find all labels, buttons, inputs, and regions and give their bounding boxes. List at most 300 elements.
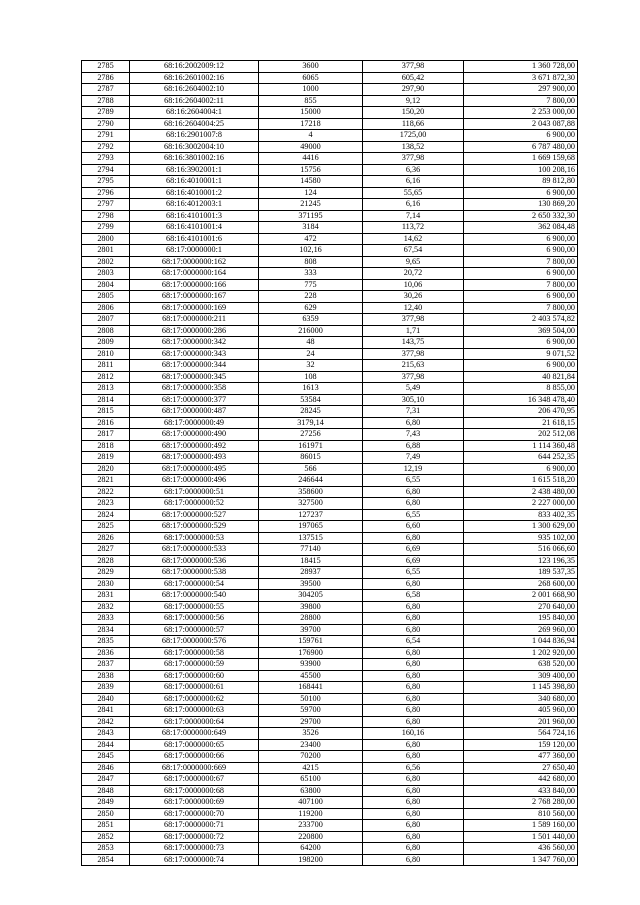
unit-value-cell: 6,16: [363, 199, 464, 211]
row-number-cell: 2847: [82, 774, 130, 786]
table-row: [82, 429, 578, 441]
unit-value-cell: 6,80: [363, 774, 464, 786]
cadastral-value-cell: 1 145 398,80: [464, 682, 578, 694]
unit-value-cell: 6,80: [363, 705, 464, 717]
unit-value-cell: 6,80: [363, 797, 464, 809]
area-cell: 176900: [259, 647, 363, 659]
cadastral-value-cell: 202 512,08: [464, 429, 578, 441]
row-number-cell: 2843: [82, 728, 130, 740]
area-cell: 17218: [259, 118, 363, 130]
cadastral-value-cell: 340 680,00: [464, 693, 578, 705]
unit-value-cell: 6,80: [363, 693, 464, 705]
table-row: [82, 452, 578, 464]
row-number-cell: 2786: [82, 72, 130, 84]
area-cell: 102,16: [259, 245, 363, 257]
unit-value-cell: 67,54: [363, 245, 464, 257]
table-row: [82, 774, 578, 786]
unit-value-cell: 6,80: [363, 486, 464, 498]
cadastral-number-cell: 68:17:0000000:527: [130, 509, 259, 521]
row-number-cell: 2829: [82, 567, 130, 579]
unit-value-cell: 305,10: [363, 394, 464, 406]
cadastral-value-cell: 6 787 480,00: [464, 141, 578, 153]
cadastral-number-cell: 68:16:2604002:10: [130, 84, 259, 96]
area-cell: 3184: [259, 222, 363, 234]
table-row: [82, 279, 578, 291]
cadastral-number-cell: 68:16:2901007:8: [130, 130, 259, 142]
unit-value-cell: 7,31: [363, 406, 464, 418]
cadastral-number-cell: 68:17:0000000:57: [130, 624, 259, 636]
area-cell: 28800: [259, 613, 363, 625]
row-number-cell: 2821: [82, 475, 130, 487]
area-cell: 566: [259, 463, 363, 475]
row-number-cell: 2815: [82, 406, 130, 418]
unit-value-cell: 6,80: [363, 532, 464, 544]
table-row: [82, 302, 578, 314]
cadastral-value-cell: 6 900,00: [464, 291, 578, 303]
area-cell: 29700: [259, 716, 363, 728]
cadastral-value-cell: 6 900,00: [464, 187, 578, 199]
unit-value-cell: 6,80: [363, 751, 464, 763]
row-number-cell: 2851: [82, 820, 130, 832]
unit-value-cell: 6,80: [363, 659, 464, 671]
cadastral-value-cell: 2 650 332,30: [464, 210, 578, 222]
unit-value-cell: 30,26: [363, 291, 464, 303]
row-number-cell: 2790: [82, 118, 130, 130]
cadastral-number-cell: 68:17:0000000:495: [130, 463, 259, 475]
table-row: [82, 233, 578, 245]
area-cell: 327500: [259, 498, 363, 510]
unit-value-cell: 6,80: [363, 624, 464, 636]
area-cell: 808: [259, 256, 363, 268]
area-cell: 371195: [259, 210, 363, 222]
cadastral-value-cell: 6 900,00: [464, 360, 578, 372]
unit-value-cell: 6,80: [363, 739, 464, 751]
cadastral-value-cell: 27 650,40: [464, 762, 578, 774]
cadastral-value-cell: 123 196,35: [464, 555, 578, 567]
unit-value-cell: 138,52: [363, 141, 464, 153]
area-cell: 14580: [259, 176, 363, 188]
cadastral-number-cell: 68:17:0000000:64: [130, 716, 259, 728]
cadastral-value-cell: 436 560,00: [464, 843, 578, 855]
cadastral-value-cell: 206 470,95: [464, 406, 578, 418]
row-number-cell: 2798: [82, 210, 130, 222]
cadastral-value-cell: 6 900,00: [464, 233, 578, 245]
cadastral-value-cell: 2 253 000,00: [464, 107, 578, 119]
cadastral-value-cell: 7 800,00: [464, 95, 578, 107]
cadastral-value-cell: 268 600,00: [464, 578, 578, 590]
table-row: [82, 383, 578, 395]
cadastral-value-cell: 270 640,00: [464, 601, 578, 613]
area-cell: 197065: [259, 521, 363, 533]
unit-value-cell: 377,98: [363, 314, 464, 326]
cadastral-number-cell: 68:17:0000000:49: [130, 417, 259, 429]
cadastral-number-cell: 68:16:3002004:10: [130, 141, 259, 153]
area-cell: 39800: [259, 601, 363, 613]
row-number-cell: 2818: [82, 440, 130, 452]
table-row: [82, 532, 578, 544]
row-number-cell: 2838: [82, 670, 130, 682]
unit-value-cell: 7,49: [363, 452, 464, 464]
table-row: [82, 130, 578, 142]
cadastral-value-cell: 6 900,00: [464, 463, 578, 475]
cadastral-value-cell: 405 960,00: [464, 705, 578, 717]
table-row: [82, 394, 578, 406]
unit-value-cell: 6,88: [363, 440, 464, 452]
row-number-cell: 2792: [82, 141, 130, 153]
unit-value-cell: 6,80: [363, 498, 464, 510]
table-row: [82, 245, 578, 257]
table-row: [82, 84, 578, 96]
area-cell: 304205: [259, 590, 363, 602]
cadastral-value-cell: 21 618,15: [464, 417, 578, 429]
area-cell: 45500: [259, 670, 363, 682]
row-number-cell: 2854: [82, 854, 130, 866]
table-row: [82, 475, 578, 487]
cadastral-number-cell: 68:17:0000000:71: [130, 820, 259, 832]
row-number-cell: 2793: [82, 153, 130, 165]
cadastral-value-cell: 8 855,00: [464, 383, 578, 395]
area-cell: 86015: [259, 452, 363, 464]
cadastral-value-cell: 1 589 160,00: [464, 820, 578, 832]
area-cell: 124: [259, 187, 363, 199]
cadastral-value-cell: 6 900,00: [464, 130, 578, 142]
row-number-cell: 2805: [82, 291, 130, 303]
row-number-cell: 2848: [82, 785, 130, 797]
cadastral-number-cell: 68:17:0000000:538: [130, 567, 259, 579]
cadastral-value-cell: 1 202 920,00: [464, 647, 578, 659]
area-cell: 119200: [259, 808, 363, 820]
table-row: [82, 521, 578, 533]
cadastral-value-cell: 16 348 478,40: [464, 394, 578, 406]
cadastral-value-cell: 6 900,00: [464, 337, 578, 349]
unit-value-cell: 6,80: [363, 854, 464, 866]
unit-value-cell: 6,80: [363, 647, 464, 659]
area-cell: 32: [259, 360, 363, 372]
row-number-cell: 2830: [82, 578, 130, 590]
table-row: [82, 486, 578, 498]
cadastral-value-cell: 2 438 480,00: [464, 486, 578, 498]
unit-value-cell: 215,63: [363, 360, 464, 372]
row-number-cell: 2840: [82, 693, 130, 705]
table-row: [82, 440, 578, 452]
cadastral-number-cell: 68:17:0000000:345: [130, 371, 259, 383]
cadastral-number-cell: 68:17:0000000:166: [130, 279, 259, 291]
cadastral-number-cell: 68:17:0000000:343: [130, 348, 259, 360]
row-number-cell: 2806: [82, 302, 130, 314]
unit-value-cell: 6,80: [363, 613, 464, 625]
area-cell: 49000: [259, 141, 363, 153]
area-cell: 407100: [259, 797, 363, 809]
row-number-cell: 2819: [82, 452, 130, 464]
row-number-cell: 2845: [82, 751, 130, 763]
cadastral-value-cell: 1 501 440,00: [464, 831, 578, 843]
cadastral-number-cell: 68:17:0000000:533: [130, 544, 259, 556]
cadastral-value-cell: 297 900,00: [464, 84, 578, 96]
unit-value-cell: 6,80: [363, 716, 464, 728]
cadastral-value-cell: 433 840,00: [464, 785, 578, 797]
cadastral-number-cell: 68:16:2604004:25: [130, 118, 259, 130]
row-number-cell: 2817: [82, 429, 130, 441]
row-number-cell: 2839: [82, 682, 130, 694]
table-row: [82, 751, 578, 763]
cadastral-value-cell: 2 043 087,88: [464, 118, 578, 130]
row-number-cell: 2789: [82, 107, 130, 119]
area-cell: 220800: [259, 831, 363, 843]
cadastral-number-cell: 68:17:0000000:529: [130, 521, 259, 533]
table-row: [82, 325, 578, 337]
table-row: [82, 659, 578, 671]
row-number-cell: 2837: [82, 659, 130, 671]
area-cell: 161971: [259, 440, 363, 452]
cadastral-number-cell: 68:16:2604002:11: [130, 95, 259, 107]
cadastral-number-cell: 68:17:0000000:56: [130, 613, 259, 625]
cadastral-number-cell: 68:17:0000000:342: [130, 337, 259, 349]
row-number-cell: 2800: [82, 233, 130, 245]
cadastral-number-cell: 68:17:0000000:536: [130, 555, 259, 567]
cadastral-value-cell: 1 360 728,00: [464, 61, 578, 73]
table-row: [82, 567, 578, 579]
cadastral-value-cell: 1 347 760,00: [464, 854, 578, 866]
row-number-cell: 2825: [82, 521, 130, 533]
area-cell: 3179,14: [259, 417, 363, 429]
table-row: [82, 728, 578, 740]
table-row: [82, 613, 578, 625]
cadastral-number-cell: 68:16:2002009:12: [130, 61, 259, 73]
cadastral-value-cell: 2 403 574,82: [464, 314, 578, 326]
cadastral-value-cell: 1 114 360,48: [464, 440, 578, 452]
row-number-cell: 2807: [82, 314, 130, 326]
area-cell: 39500: [259, 578, 363, 590]
cadastral-value-cell: 159 120,00: [464, 739, 578, 751]
row-number-cell: 2794: [82, 164, 130, 176]
row-number-cell: 2791: [82, 130, 130, 142]
cadastral-number-cell: 68:16:4010001:2: [130, 187, 259, 199]
cadastral-number-cell: 68:17:0000000:66: [130, 751, 259, 763]
area-cell: 15756: [259, 164, 363, 176]
table-row: [82, 601, 578, 613]
area-cell: 333: [259, 268, 363, 280]
cadastral-number-cell: 68:17:0000000:649: [130, 728, 259, 740]
table-row: [82, 670, 578, 682]
table-row: [82, 590, 578, 602]
cadastral-value-cell: 40 821,84: [464, 371, 578, 383]
table-row: [82, 624, 578, 636]
cadastral-number-cell: 68:16:3902001:1: [130, 164, 259, 176]
unit-value-cell: 5,49: [363, 383, 464, 395]
cadastral-value-cell: 309 400,00: [464, 670, 578, 682]
table-row: [82, 314, 578, 326]
area-cell: 228: [259, 291, 363, 303]
unit-value-cell: 20,72: [363, 268, 464, 280]
unit-value-cell: 6,55: [363, 509, 464, 521]
cadastral-number-cell: 68:17:0000000:62: [130, 693, 259, 705]
area-cell: 4215: [259, 762, 363, 774]
area-cell: 168441: [259, 682, 363, 694]
area-cell: 24: [259, 348, 363, 360]
row-number-cell: 2797: [82, 199, 130, 211]
cadastral-number-cell: 68:17:0000000:53: [130, 532, 259, 544]
row-number-cell: 2812: [82, 371, 130, 383]
cadastral-value-cell: 442 680,00: [464, 774, 578, 786]
area-cell: 137515: [259, 532, 363, 544]
area-cell: 127237: [259, 509, 363, 521]
row-number-cell: 2831: [82, 590, 130, 602]
cadastral-number-cell: 68:17:0000000:490: [130, 429, 259, 441]
table-row: [82, 141, 578, 153]
table-row: [82, 210, 578, 222]
row-number-cell: 2795: [82, 176, 130, 188]
cadastral-number-cell: 68:17:0000000:61: [130, 682, 259, 694]
cadastral-value-cell: 1 669 159,68: [464, 153, 578, 165]
area-cell: 63800: [259, 785, 363, 797]
unit-value-cell: 6,80: [363, 831, 464, 843]
cadastral-number-cell: 68:17:0000000:58: [130, 647, 259, 659]
cadastral-number-cell: 68:17:0000000:52: [130, 498, 259, 510]
row-number-cell: 2853: [82, 843, 130, 855]
unit-value-cell: 6,80: [363, 670, 464, 682]
cadastral-number-cell: 68:16:4101001:3: [130, 210, 259, 222]
unit-value-cell: 6,16: [363, 176, 464, 188]
cadastral-number-cell: 68:17:0000000:73: [130, 843, 259, 855]
area-cell: 358600: [259, 486, 363, 498]
area-cell: 65100: [259, 774, 363, 786]
row-number-cell: 2841: [82, 705, 130, 717]
cadastral-value-cell: 7 800,00: [464, 279, 578, 291]
unit-value-cell: 6,80: [363, 601, 464, 613]
row-number-cell: 2787: [82, 84, 130, 96]
area-cell: 629: [259, 302, 363, 314]
area-cell: 159761: [259, 636, 363, 648]
unit-value-cell: 1725,00: [363, 130, 464, 142]
cadastral-number-cell: 68:17:0000000:377: [130, 394, 259, 406]
cadastral-number-cell: 68:17:0000000:72: [130, 831, 259, 843]
table-row: [82, 544, 578, 556]
row-number-cell: 2834: [82, 624, 130, 636]
row-number-cell: 2828: [82, 555, 130, 567]
area-cell: 15000: [259, 107, 363, 119]
table-row: [82, 118, 578, 130]
table-row: [82, 222, 578, 234]
row-number-cell: 2785: [82, 61, 130, 73]
table-row: [82, 72, 578, 84]
table-row: [82, 636, 578, 648]
unit-value-cell: 10,06: [363, 279, 464, 291]
area-cell: 4416: [259, 153, 363, 165]
row-number-cell: 2849: [82, 797, 130, 809]
row-number-cell: 2808: [82, 325, 130, 337]
area-cell: 6359: [259, 314, 363, 326]
area-cell: 246644: [259, 475, 363, 487]
table-row: [82, 843, 578, 855]
row-number-cell: 2820: [82, 463, 130, 475]
cadastral-value-cell: 477 360,00: [464, 751, 578, 763]
row-number-cell: 2835: [82, 636, 130, 648]
table-row: [82, 107, 578, 119]
unit-value-cell: 6,56: [363, 762, 464, 774]
cadastral-value-cell: 3 671 872,30: [464, 72, 578, 84]
cadastral-number-cell: 68:17:0000000:59: [130, 659, 259, 671]
area-cell: 198200: [259, 854, 363, 866]
row-number-cell: 2804: [82, 279, 130, 291]
unit-value-cell: 6,80: [363, 808, 464, 820]
row-number-cell: 2836: [82, 647, 130, 659]
table-row: [82, 360, 578, 372]
cadastral-value-cell: 6 900,00: [464, 245, 578, 257]
table-row: [82, 820, 578, 832]
table-row: [82, 509, 578, 521]
area-cell: 472: [259, 233, 363, 245]
row-number-cell: 2846: [82, 762, 130, 774]
table-row: [82, 348, 578, 360]
row-number-cell: 2833: [82, 613, 130, 625]
cadastral-number-cell: 68:17:0000000:669: [130, 762, 259, 774]
cadastral-value-cell: 2 227 000,00: [464, 498, 578, 510]
unit-value-cell: 1,71: [363, 325, 464, 337]
area-cell: 4: [259, 130, 363, 142]
table-row: [82, 555, 578, 567]
cadastral-value-cell: 1 300 629,00: [464, 521, 578, 533]
table-row: [82, 705, 578, 717]
table-row: [82, 797, 578, 809]
unit-value-cell: 6,55: [363, 475, 464, 487]
area-cell: 1613: [259, 383, 363, 395]
cadastral-value-cell: 638 520,00: [464, 659, 578, 671]
cadastral-value-cell: 833 402,35: [464, 509, 578, 521]
cadastral-number-cell: 68:16:2604004:1: [130, 107, 259, 119]
unit-value-cell: 6,69: [363, 544, 464, 556]
unit-value-cell: 377,98: [363, 61, 464, 73]
row-number-cell: 2823: [82, 498, 130, 510]
cadastral-number-cell: 68:17:0000000:60: [130, 670, 259, 682]
unit-value-cell: 143,75: [363, 337, 464, 349]
cadastral-number-cell: 68:17:0000000:1: [130, 245, 259, 257]
cadastral-value-cell: 201 960,00: [464, 716, 578, 728]
row-number-cell: 2842: [82, 716, 130, 728]
cadastral-value-cell: 269 960,00: [464, 624, 578, 636]
cadastral-number-cell: 68:17:0000000:68: [130, 785, 259, 797]
area-cell: 48: [259, 337, 363, 349]
table-row: [82, 61, 578, 73]
table-row: [82, 164, 578, 176]
cadastral-number-cell: 68:17:0000000:286: [130, 325, 259, 337]
cadastral-value-cell: 195 840,00: [464, 613, 578, 625]
cadastral-value-cell: 1 615 518,20: [464, 475, 578, 487]
unit-value-cell: 6,54: [363, 636, 464, 648]
cadastral-value-cell: 369 504,00: [464, 325, 578, 337]
unit-value-cell: 6,80: [363, 682, 464, 694]
unit-value-cell: 150,20: [363, 107, 464, 119]
row-number-cell: 2802: [82, 256, 130, 268]
table-row: [82, 808, 578, 820]
unit-value-cell: 297,90: [363, 84, 464, 96]
row-number-cell: 2824: [82, 509, 130, 521]
cadastral-number-cell: 68:17:0000000:167: [130, 291, 259, 303]
table-row: [82, 187, 578, 199]
cadastral-value-cell: 644 252,35: [464, 452, 578, 464]
cadastral-number-cell: 68:17:0000000:55: [130, 601, 259, 613]
area-cell: 50100: [259, 693, 363, 705]
row-number-cell: 2796: [82, 187, 130, 199]
unit-value-cell: 6,69: [363, 555, 464, 567]
cadastral-number-cell: 68:17:0000000:496: [130, 475, 259, 487]
cadastral-number-cell: 68:16:2601002:16: [130, 72, 259, 84]
row-number-cell: 2809: [82, 337, 130, 349]
row-number-cell: 2850: [82, 808, 130, 820]
unit-value-cell: 12,19: [363, 463, 464, 475]
cadastral-number-cell: 68:17:0000000:51: [130, 486, 259, 498]
cadastral-number-cell: 68:17:0000000:576: [130, 636, 259, 648]
table-row: [82, 647, 578, 659]
